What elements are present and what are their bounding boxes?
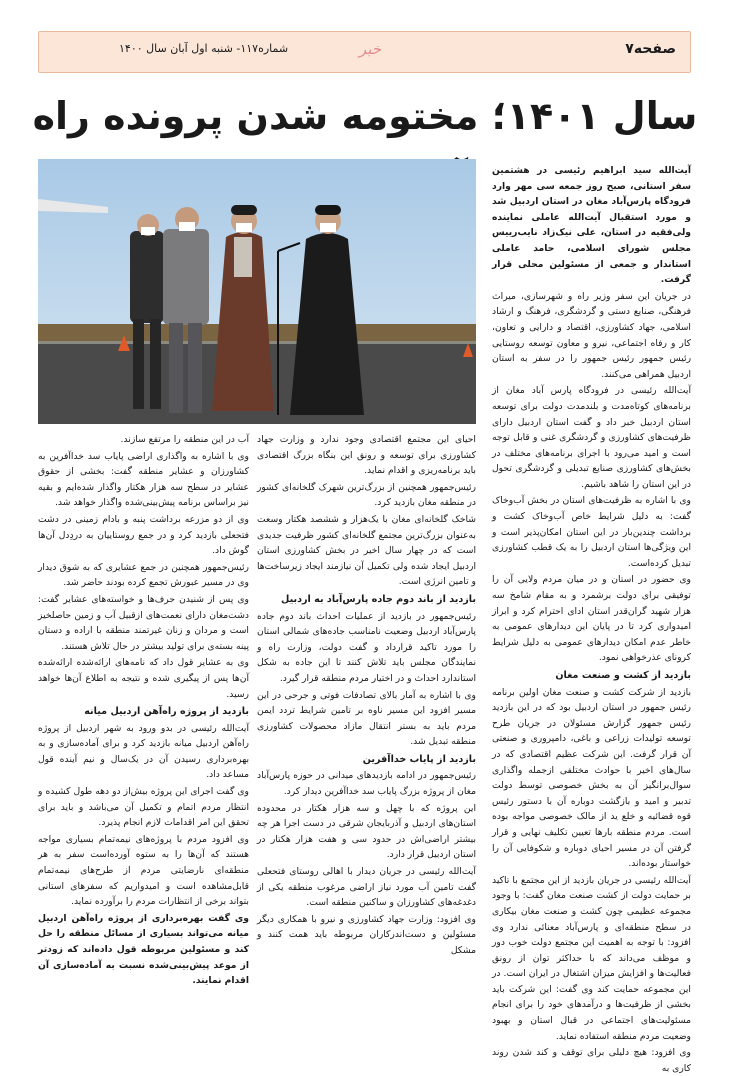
- subheading: بازدید از پایاب خداآفرین: [362, 753, 476, 765]
- paragraph: بازدید از شرکت کشت و صنعت مغان اولین برنامه رئیس جمهور در استان اردبیل بود که در این بازدید رئیس جمهور گزارش مسئولان در جریان طرح توسعه تولیدات زراعی و باغی، دامپروری و صنعتی آن قرار گرفت. این شرکت عظیم اقتصادی که در سال‌های اخیر با حوادث مختلفی ازجمله واگذاری سوال‌برانگیز آن به بخش خصوصی توسط دولت تدبیر و امید و بازگشت دوباره آن با دستور رئیس قوه قضائیه و خلع ید از مالک خصوصی مواجه بوده است. مردم منطقه بارها تعیین تکلیف نهایی و قرار گرفتن آن در مسیر احیای دوباره و شکوفایی آن را خواستار بوده‌اند.: [492, 686, 691, 870]
- lead-paragraph: آیت‌الله سید ابراهیم رئیسی در هشتمین سفر استانی، صبح روز جمعه سی مهر وارد فرودگاه پارس‌آباد مغان در استان اردبیل شد و مورد استقبال آیت‌الله عاملی نماینده ولی‌فقیه در استان، علی نیک‌زاد نایب‌رییس مجلس شورای اسلامی، حامد عاملی استاندار و جمعی از مسئولین محلی قرار گرفت.: [492, 165, 691, 286]
- paragraph: در جریان این سفر وزیر راه و شهرسازی، میراث فرهنگی، صنایع دستی و گردشگری، فرهنگ و ارشاد اسلامی، جهاد کشاورزی، اقتصاد و دارایی و تعاون، کار و رفاه اجتماعی، نیرو و معاون توسعه روستایی رئیس جمهور رئیس جمهور را در سفر به استان اردبیل همراهی می‌کنند.: [492, 290, 691, 380]
- closing-paragraph: وی گفت بهره‌برداری از پروژه راه‌آهن اردبیل میانه می‌تواند بسیاری از مسائل منطقه را حل کند و مسئولین مربوطه قول داده‌اند که زودتر از موعد پیش‌بینی‌شده نسبت به آماده‌سازی آن اقدام نمایند.: [38, 912, 249, 987]
- subheading: بازدید از پروژه راه‌آهن اردبیل میانه: [84, 706, 249, 718]
- article-column-right: [492, 163, 691, 1074]
- paragraph: وی افزود: هیچ دلیلی برای توقف و کند شدن روند کاری به: [492, 1047, 691, 1074]
- news-photo: [38, 159, 476, 424]
- section-label: خبر: [359, 40, 382, 58]
- paragraph: وی پس از شنیدن حرف‌ها و خواسته‌های عشایر گفت: دشت‌مغان دارای نعمت‌های ازقبیل آب و زمین حاصلخیز است و مردان و زنان غیرتمند منطقه با اراده و دستان پینه بسته‌ی برای تولید بیشتر در حال تلاش هستند.: [38, 593, 249, 652]
- paragraph: آب در این منطقه را مرتفع سازند.: [120, 434, 249, 445]
- paragraph: وی افزود: وزارت جهاد کشاورزی و نیرو با همکاری دیگر مسئولین و دست‌اندرکاران مربوطه باید همت کنند و مشکل: [257, 913, 476, 956]
- issue-info: شماره۱۱۷- شنبه اول آبان سال ۱۴۰۰: [119, 42, 289, 55]
- paragraph: وی حضور در استان و در میان مردم ولایی آن را توفیقی برای دولت برشمرد و به مقام شامخ سه هزار شهید گران‌قدر استان ادای احترام کرد و ابراز امیدواری کرد تا در پایان این دیدارهای عمومی به خاطر عدم امکان دیدارهای عمومی به دلیل شرایط کرونای عذرخواهی نمود.: [492, 574, 691, 664]
- paragraph: رئیس‌جمهور در ادامه بازدیدهای میدانی در حوزه پارس‌آباد مغان از پروژه بزرگ پایاب سد خداآفرین دیدار کرد.: [257, 770, 476, 798]
- paragraph: وی افزود مردم با پروژه‌های نیمه‌تمام بسیاری مواجه هستند که آن‌ها را به ستوه آورده‌است سفر به هر منطقه‌ای نارضایتی مردم از طرح‌های نیمه‌تمام قابل‌مشاهده است و امیدواریم که سفرهای استانی بتواند برخی از انتظارات مردم را برآورده نماید.: [38, 833, 249, 908]
- paragraph: احیای این مجتمع اقتصادی وجود ندارد و وزارت جهاد کشاورزی برای توسعه و رونق این بنگاه بزرگ اقتصادی باید برنامه‌ریزی و اقدام نماید.: [257, 434, 476, 477]
- paragraph: وی با اشاره به واگذاری اراضی پایاب سد خداآفرین به کشاورزان و عشایر منطقه گفت: بخشی از حقوق عشایر در سطح سه هزار هکتار واگذار شده‌ایم و بقیه نیز براساس برنامه پیش‌بینی‌شده واگذار خواهد شد.: [38, 450, 249, 509]
- paragraph: رئیس‌جمهور همچنین از بزرگ‌ترین شهرک گلخانه‌ای کشور در منطقه مغان بازدید کرد.: [257, 481, 476, 509]
- paragraph: آیت‌الله رئیسی در فرودگاه پارس آباد مغان از برنامه‌های کوتاه‌مدت و بلندمدت دولت برای توسعه استان اردبیل خبر داد و گفت استان اردبیل دارای ظرفیت‌های کشاورزی و گردشگری غنی و قابل توجه است و امید می‌رود با اجرای برنامه‌های مختلف در بخش‌های کشاورزی صنایع تبدیلی و گردشگری تحول در این استان را شاهد باشیم.: [492, 385, 691, 490]
- article-column-middle: [257, 432, 476, 1004]
- paragraph: وی با اشاره به ظرفیت‌های استان در بخش آب‌وخاک گفت: به دلیل شرایط خاص آب‌وخاک کشت و برداشت چندین‌بار در این استان امکان‌پذیر است و این ویژگی‌ها استان اردبیل را به یک قطب کشاورزی تبدیل کرده‌است.: [492, 495, 691, 569]
- paragraph: شاخک گلخانه‌ای مغان با یک‌هزار و ششصد هکتار وسعت به‌عنوان بزرگ‌ترین مجتمع گلخانه‌ای کشور ظرفیت جدیدی است که در چهار سال اخیر در بخش کشاورزی استان اردبیل ایجاد شده ولی تکمیل آن نیازمند ایجاد زیرساخت‌ها و تامین انرژی است.: [257, 513, 476, 588]
- paragraph: آیت‌الله رئیسی در جریان بازدید از این مجتمع با تاکید بر حمایت دولت از کشت صنعت مغان گفت: با وجود مجموعه عظیمی چون کشت و صنعت مغان بیکاری در سطح منطقه‌ای و پارس‌آباد معنائی ندارد وی افزود: با توجه به اهمیت این مجتمع دولت خوب دور و موظف می‌داند که با حداکثر توان از رونق فعالیت‌ها و افزایش میزان اشتغال در ایران است. در این مجموعه حمایت کند وی گفت: این شرکت باید بخشی از ظرفیت‌ها و درآمدهای خود را برای انجام مسئولیت‌های اجتماعی در قبال استان و بهبود وضعیت مردم منطقه استفاده نماید.: [492, 874, 691, 1042]
- subheading: بازدید از کشت و صنعت مغان: [555, 670, 691, 681]
- article-column-left: [38, 432, 249, 1004]
- paragraph: آیت‌الله رئیسی در جریان دیدار با اهالی روستای فتحعلی گفت تامین آب مورد نیاز اراضی مرغوب منطقه یکی از دغدغه‌های کشاورزان و ساکنین منطقه است.: [257, 866, 476, 909]
- paragraph: این پروژه که با چهل و سه هزار هکتار در محدوده استان‌های اردبیل و آذربایجان شرقی در دست اجرا هر چه بیشتر اراضی‌اش در حدود سی و هفت هزار هکتار در استان اردبیل قرار دارد.: [257, 802, 476, 861]
- page-header: [38, 31, 691, 73]
- paragraph: وی گفت اجرای این پروژه بیش‌از دو دهه طول کشیده و انتظار مردم اتمام و تکمیل آن می‌باشد و باید برای تحقق این امر اقدامات لازم انجام پذیرد.: [38, 786, 249, 829]
- headline: سال ۱۴۰۱؛ مختومه شدن پرونده راه: [32, 94, 698, 138]
- paragraph: آیت‌الله رئیسی در بدو ورود به شهر اردبیل از پروژه راه‌آهن اردبیل میانه بازدید کرد و برای آماده‌سازی و به بهره‌برداری رسیدن آن در یک‌سال و نیم آینده قول مساعد داد.: [38, 722, 249, 781]
- paragraph: رئیس‌جمهور همچنین در جمع عشایری که به شوق دیدار وی در مسیر عبورش تجمع کرده بودند حاضر شد.: [38, 561, 249, 589]
- photo-illustration: [38, 159, 476, 424]
- paragraph: وی با اشاره به آمار بالای تصادفات فوتی و جرحی در این مسیر افزود این مسیر ناوه بر تامین شرایط تردد ایمن مردم باید به بستر انتقال مازاد محصولات کشاورزی منطقه تبدیل شد.: [257, 689, 476, 748]
- paragraph: وی از دو مزرعه برداشت پنبه و بادام زمینی در دشت فتحعلی بازدید کرد و در جمع روستاییان به دردِدل آن‌ها گوش داد.: [38, 513, 249, 557]
- subheading: بازدید از باند دوم جاده پارس‌آباد به اردبیل: [281, 593, 476, 605]
- paragraph: رئیس‌جمهور در بازدید از عملیات احداث باند دوم جاده پارس‌آباد اردبیل وضعیت نامناسب جاده‌های شمالی استان را مورد تاکید قرارداد و گفت دولت، وزارت راه و نمایندگان مجلس باید تلاش کنند تا این جاده به شکل استاندارد احداث و در اختیار مردم منطقه قرار گیرد.: [257, 610, 476, 684]
- paragraph: وی به عشایر قول داد که نامه‌های ارائه‌شده ارائه‌شده آن‌ها پس از پیگیری شده و نتیجه به اطلاع آن‌ها خواهد رسید.: [38, 657, 249, 700]
- page-number: صفحه۷: [625, 41, 676, 57]
